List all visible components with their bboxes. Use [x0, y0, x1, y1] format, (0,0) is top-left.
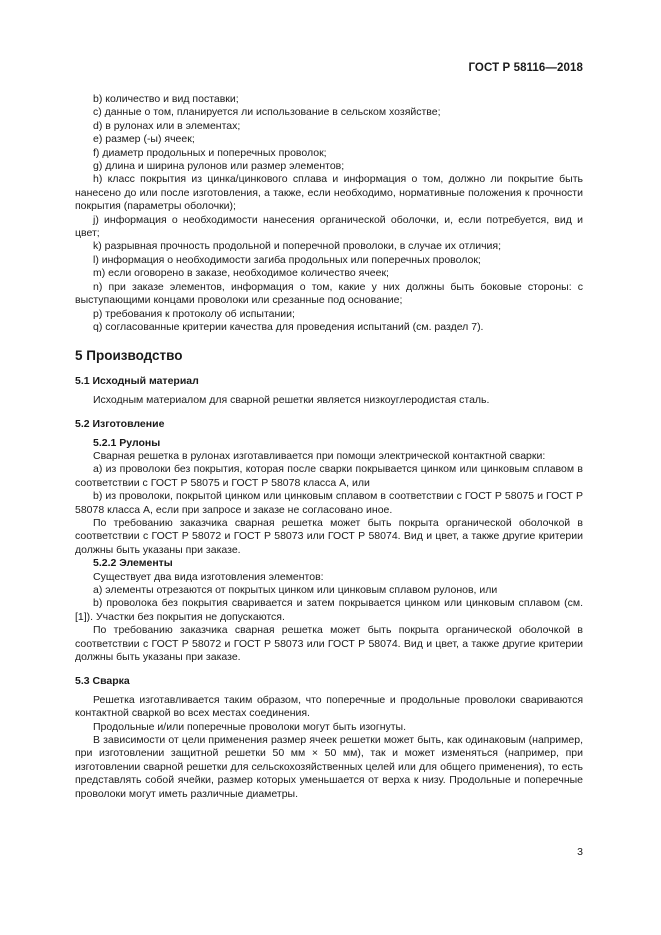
- list-item: b) количество и вид поставки;: [93, 93, 239, 105]
- list-item: j) информация о необходимости нанесения органической оболочки, и, если потребуется, вид и цвет;: [75, 213, 583, 240]
- list-item: g) длина и ширина рулонов или размер элементов;: [93, 160, 345, 173]
- paragraph: b) из проволоки, покрытой цинком или цинковым сплавом в соответствии с ГОСТ Р 58075 и ГОСТ Р 58078 класса А, если при запросе и заказе не согласовано иное.: [75, 490, 583, 516]
- clause-title-elements: 5.2.2 Элементы: [93, 557, 173, 570]
- list-item: e) размер (-ы) ячеек;: [93, 133, 195, 146]
- page-number: 3: [577, 846, 583, 858]
- list-item: p) требования к протоколу об испытании;: [93, 307, 295, 320]
- paragraph: Существует два вида изготовления элементов:: [93, 570, 324, 583]
- list-item: c) данные о том, планируется ли использование в сельском хозяйстве;: [93, 106, 441, 119]
- list-item: m) если оговорено в заказе, необходимое количество ячеек;: [93, 267, 389, 280]
- paragraph: Сварная решетка в рулонах изготавливается при помощи электрической контактной сварки:: [93, 449, 546, 462]
- subsection-title-welding: 5.3 Сварка: [75, 675, 130, 688]
- clause-title-rolls: 5.2.1 Рулоны: [93, 436, 161, 449]
- list-item: f) диаметр продольных и поперечных проволок;: [93, 146, 327, 159]
- paragraph: Решетка изготавливается таким образом, что поперечные и продольные проволоки свариваются контактной сваркой во всех местах соединения.: [75, 693, 583, 720]
- paragraph: По требованию заказчика сварная решетка может быть покрыта органической оболочкой в соответствии с ГОСТ Р 58072 и ГОСТ Р 58073 или ГОСТ Р 58074. Вид и цвет, а также другие критерии должны быть указаны при заказе.: [75, 624, 583, 664]
- list-item: q) согласованные критерии качества для проведения испытаний (см. раздел 7).: [93, 320, 484, 333]
- paragraph: a) из проволоки без покрытия, которая после сварки покрывается цинком или цинковым сплавом в соответствии с ГОСТ Р 58075 и ГОСТ Р 58078 класса А, или: [75, 463, 583, 489]
- requirements-list: [75, 93, 583, 334]
- list-item: l) информация о необходимости загиба продольных или поперечных проволок;: [93, 253, 481, 266]
- paragraph: Продольные и/или поперечные проволоки могут быть изогнуты.: [93, 720, 407, 733]
- document-code: ГОСТ Р 58116—2018: [468, 62, 583, 74]
- list-item: d) в рулонах или в элементах;: [93, 119, 241, 132]
- paragraph: a) элементы отрезаются от покрытых цинком или цинковым сплавом рулонов, или: [93, 584, 498, 596]
- paragraph: По требованию заказчика сварная решетка может быть покрыта органической оболочкой в соответствии с ГОСТ Р 58072 и ГОСТ Р 58073 или ГОСТ Р 58074. Вид и цвет, а также другие критерии должны быть указаны при заказе.: [75, 516, 583, 556]
- subsection-title-manufacturing: 5.2 Изготовление: [75, 418, 165, 431]
- section-title-production: 5 Производство: [75, 348, 183, 364]
- subsection-title-raw-material: 5.1 Исходный материал: [75, 375, 199, 388]
- page-content: [75, 93, 583, 801]
- list-item: n) при заказе элементов, информация о том, какие у них должны быть боковые стороны: с выступающими концами проволоки или срезанные под основание;: [75, 280, 583, 307]
- paragraph: b) проволока без покрытия сваривается и затем покрывается цинком или цинковым сплавом (см. [1]). Участки без покрытия не допускаются.: [75, 597, 583, 623]
- paragraph: Исходным материалом для сварной решетки является низкоуглеродистая сталь.: [93, 393, 490, 406]
- list-item: h) класс покрытия из цинка/цинкового сплава и информация о том, должно ли покрытие быть нанесено до или после изготовления, а также, если необходимо, нормативные положения к прочности покрытия (параметры оболочки);: [75, 173, 583, 213]
- list-item: k) разрывная прочность продольной и поперечной проволоки, в случае их отличия;: [93, 240, 502, 253]
- paragraph: В зависимости от цели применения размер ячеек решетки может быть, как одинаковым (например, при изготовлении защитной решетки 50 мм × 50 мм), так и может изменяться (например, при изготовлении сварной решетки для сельскохозяйственных целей или для общего применения), то есть представлять собой ячейки, размер которых уменьшается от верха к низу. Продольные и поперечные проволоки могут иметь различные диаметры.: [75, 734, 583, 800]
